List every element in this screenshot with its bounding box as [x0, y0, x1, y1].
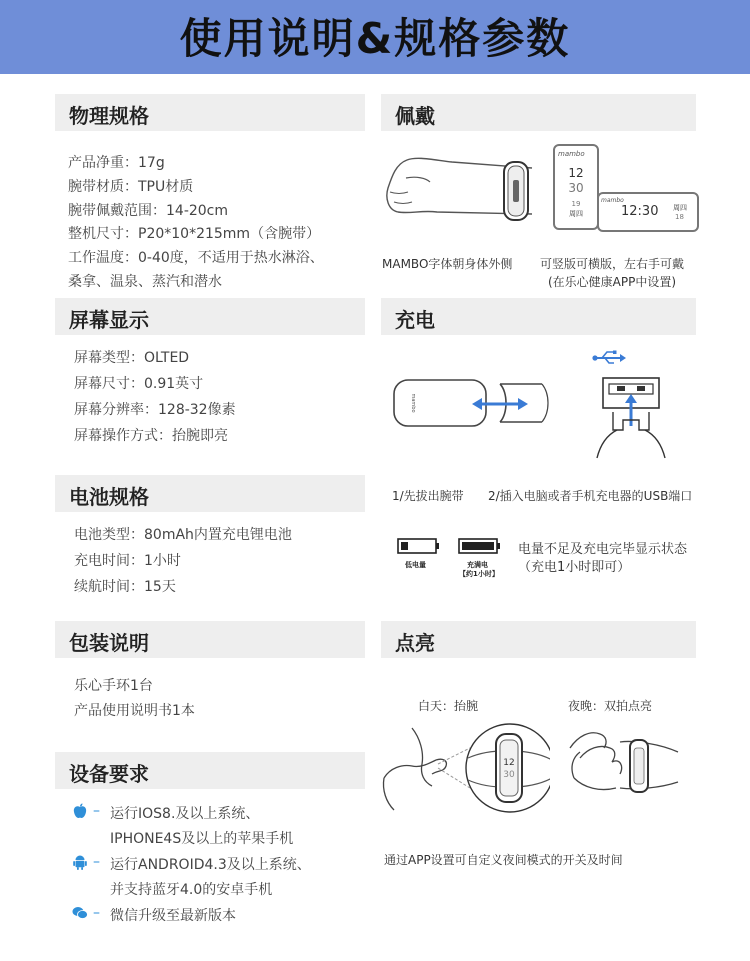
spec-temperature: 工作温度：0-40度，不适用于热水淋浴、 [68, 250, 324, 266]
section-title-battery: 电池规格 [69, 485, 149, 509]
raise-wrist-illustration [380, 718, 550, 818]
dash-ios: – [93, 803, 100, 819]
spec-temperature-cont: 桑拿、温泉、蒸汽和潜水 [68, 274, 222, 290]
full-battery-label: 充满电 [467, 561, 488, 569]
wechat-icon [72, 906, 88, 920]
usb-symbol-icon [592, 350, 628, 366]
svg-text:mambo: mambo [410, 393, 416, 413]
vertical-weekday: 周四 [569, 210, 583, 218]
section-header-package [55, 621, 365, 658]
spec-strap-material: 腕带材质：TPU材质 [68, 179, 194, 195]
brand-logo-vertical: mambo [558, 150, 585, 158]
light-day-caption: 白天：抬腕 [418, 699, 479, 713]
section-header-physical [55, 94, 365, 131]
section-header-charge [381, 298, 696, 335]
spec-battery-type: 电池类型：80mAh内置充电锂电池 [74, 527, 292, 543]
spec-screen-operation: 屏幕操作方式：抬腕即亮 [74, 428, 228, 444]
wear-caption-layout: 可竖版可横版，左右手可戴 [540, 257, 685, 271]
section-title-screen: 屏幕显示 [69, 308, 149, 332]
low-battery-label: 低电量 [405, 561, 426, 569]
section-title-charge: 充电 [395, 308, 435, 332]
section-header-battery [55, 475, 365, 512]
vertical-hour: 12 [568, 166, 584, 180]
vertical-day: 19 [571, 200, 581, 208]
vertical-minute: 30 [568, 181, 584, 195]
spec-wear-range: 腕带佩戴范围：14-20cm [68, 203, 229, 219]
spec-charge-time: 充电时间：1小时 [74, 553, 181, 569]
section-header-wear [381, 94, 696, 131]
wear-caption-orientation: MAMBO字体朝身体外侧 [382, 257, 513, 271]
spec-screen-resolution: 屏幕分辨率：128-32像素 [74, 402, 236, 418]
band-vertical-illustration [553, 144, 599, 230]
wear-caption-app-setting: (在乐心健康APP中设置) [548, 275, 677, 289]
device-req-android-cont: 并支持蓝牙4.0的安卓手机 [110, 882, 273, 898]
package-item-manual: 产品使用说明书1本 [74, 703, 195, 719]
unplug-band-illustration [392, 372, 552, 442]
section-header-device [55, 752, 365, 789]
section-title-device: 设备要求 [69, 762, 149, 786]
android-icon [73, 854, 87, 870]
section-title-package: 包装说明 [69, 631, 149, 655]
apple-icon [73, 803, 87, 819]
spec-weight: 产品净重：17g [68, 155, 165, 171]
package-item-band: 乐心手环1台 [74, 678, 153, 694]
section-title-light: 点亮 [395, 631, 435, 655]
charge-step-1: 1/先拔出腕带 [392, 489, 464, 503]
spec-dimensions: 整机尺寸：P20*10*215mm（含腕带） [68, 226, 321, 242]
header-banner [0, 0, 750, 74]
dash-wechat: – [93, 905, 100, 921]
dash-android: – [93, 854, 100, 870]
battery-status-note: （充电1小时即可） [518, 560, 631, 575]
low-battery-icon [397, 538, 441, 554]
battery-status-caption: 电量不足及充电完毕显示状态 [518, 542, 688, 557]
horizontal-time: 12:30 [621, 204, 659, 219]
usb-plug-illustration [595, 376, 685, 460]
spec-screen-type: 屏幕类型：OLTED [74, 350, 190, 366]
horizontal-weekday: 周四 [673, 204, 687, 212]
light-night-caption: 夜晚：双拍点亮 [568, 699, 653, 713]
light-band-minute: 30 [503, 770, 515, 780]
section-title-physical: 物理规格 [69, 104, 149, 128]
band-horizontal-illustration [597, 192, 699, 232]
light-app-setting-note: 通过APP设置可自定义夜间模式的开关及时间 [384, 853, 623, 867]
device-req-ios-cont: IPHONE4S及以上的苹果手机 [110, 831, 294, 847]
page-title: 使用说明&规格参数 [179, 14, 571, 63]
wrist-band-illustration [382, 148, 542, 248]
brand-logo-horizontal: mambo [601, 197, 624, 204]
full-battery-duration: 【约1小时】 [459, 570, 499, 578]
device-req-ios: 运行IOS8.及以上系统、 [110, 806, 260, 822]
spec-screen-size: 屏幕尺寸：0.91英寸 [74, 376, 204, 392]
section-header-light [381, 621, 696, 658]
horizontal-day: 18 [675, 213, 684, 221]
full-battery-icon [458, 538, 502, 554]
section-title-wear: 佩戴 [395, 104, 435, 128]
light-band-hour: 12 [503, 758, 515, 768]
device-req-android: 运行ANDROID4.3及以上系统、 [110, 857, 311, 873]
section-header-screen [55, 298, 365, 335]
charge-step-2: 2/插入电脑或者手机充电器的USB端口 [488, 489, 693, 503]
double-tap-illustration [560, 718, 680, 808]
spec-battery-life: 续航时间：15天 [74, 579, 176, 595]
device-req-wechat: 微信升级至最新版本 [110, 908, 236, 924]
